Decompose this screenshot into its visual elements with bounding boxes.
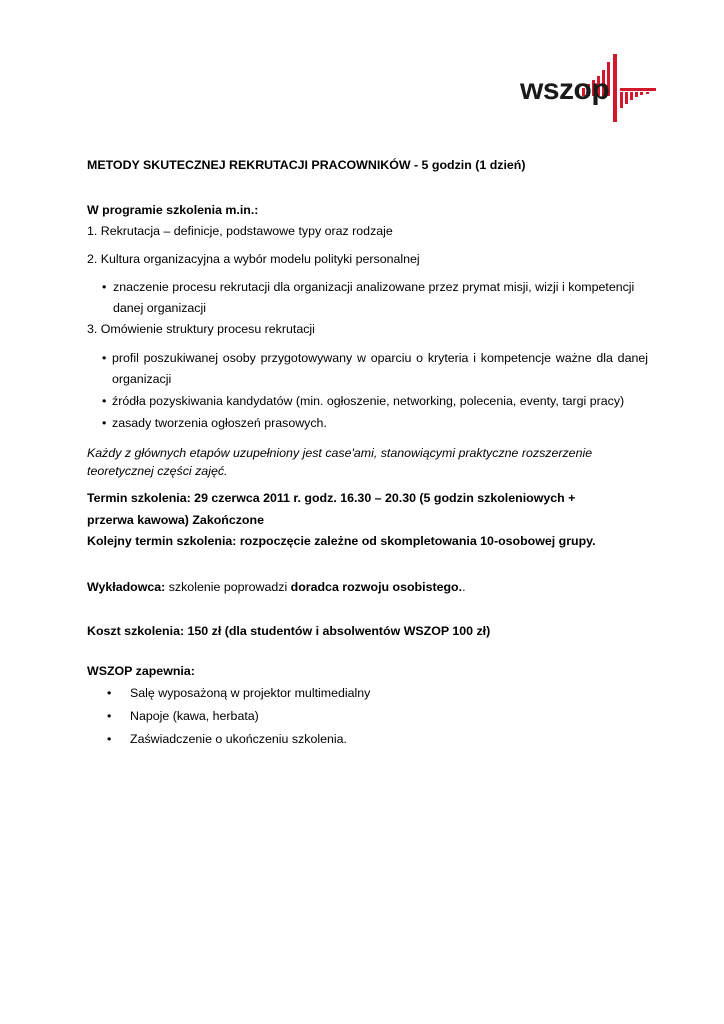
wszop-logo <box>520 54 660 126</box>
provides-item: Napoje (kawa, herbata) <box>130 709 259 723</box>
bullet-icon: • <box>102 394 107 408</box>
bullet-icon: • <box>107 686 112 700</box>
next-term: Kolejny termin szkolenia: rozpoczęcie zależne od skompletowania 10-osobowej grupy. <box>87 534 596 548</box>
provides-item: Salę wyposażoną w projektor multimedialny <box>130 686 371 700</box>
program-item-2: 2. Kultura organizacyjna a wybór modelu polityki personalnej <box>87 252 420 266</box>
program-item-2-bullet-1-cont: danej organizacji <box>113 301 206 315</box>
provides-item: Zaświadczenie o ukończeniu szkolenia. <box>130 732 347 746</box>
program-item-2-bullet-1: znaczenie procesu rekrutacji dla organizacji analizowane przez prymat misji, wizji i kompetencji <box>113 280 635 294</box>
program-item-3-bullet-2: źródła pozyskiwania kandydatów (min. ogłoszenie, networking, polecenia, eventy, targi pracy) <box>112 394 625 408</box>
bullet-icon: • <box>102 416 107 430</box>
note-line-2: teoretycznej części zajęć. <box>87 464 228 478</box>
program-item-3-bullet-1-cont: organizacji <box>112 372 172 386</box>
lecturer-text: szkolenie poprowadzi <box>165 580 291 594</box>
provides-heading: WSZOP zapewnia: <box>87 664 195 678</box>
term-line-2: przerwa kawowa) Zakończone <box>87 513 264 527</box>
term-line-1: Termin szkolenia: 29 czerwca 2011 r. godz. 16.30 – 20.30 (5 godzin szkoleniowych + <box>87 491 576 505</box>
lecturer-line <box>87 580 466 595</box>
bullet-icon: • <box>102 280 107 294</box>
bullet-icon: • <box>107 709 112 723</box>
lecturer-trail: . <box>462 580 466 594</box>
program-heading: W programie szkolenia m.in.: <box>87 203 259 217</box>
bullet-icon: • <box>102 351 107 365</box>
cost-line: Koszt szkolenia: 150 zł (dla studentów i absolwentów WSZOP 100 zł) <box>87 624 491 638</box>
program-item-3-bullet-1: profil poszukiwanej osoby przygotowywany w oparciu o kryteria i kompetencje ważne dla danej <box>112 351 648 365</box>
lecturer-name: doradca rozwoju osobistego. <box>290 580 463 594</box>
page-title: METODY SKUTECZNEJ REKRUTACJI PRACOWNIKÓW - 5 godzin (1 dzień) <box>87 158 526 172</box>
program-item-3: 3. Omówienie struktury procesu rekrutacji <box>87 322 315 336</box>
logo-wordmark: wszop <box>520 73 610 106</box>
bullet-icon: • <box>107 732 112 746</box>
note-line-1: Każdy z głównych etapów uzupełniony jest case'ami, stanowiącymi praktyczne rozszerzenie <box>87 446 593 460</box>
program-item-3-bullet-3: zasady tworzenia ogłoszeń prasowych. <box>112 416 327 430</box>
lecturer-label: Wykładowca: <box>87 580 166 594</box>
program-item-1: 1. Rekrutacja – definicje, podstawowe typy oraz rodzaje <box>87 224 393 238</box>
